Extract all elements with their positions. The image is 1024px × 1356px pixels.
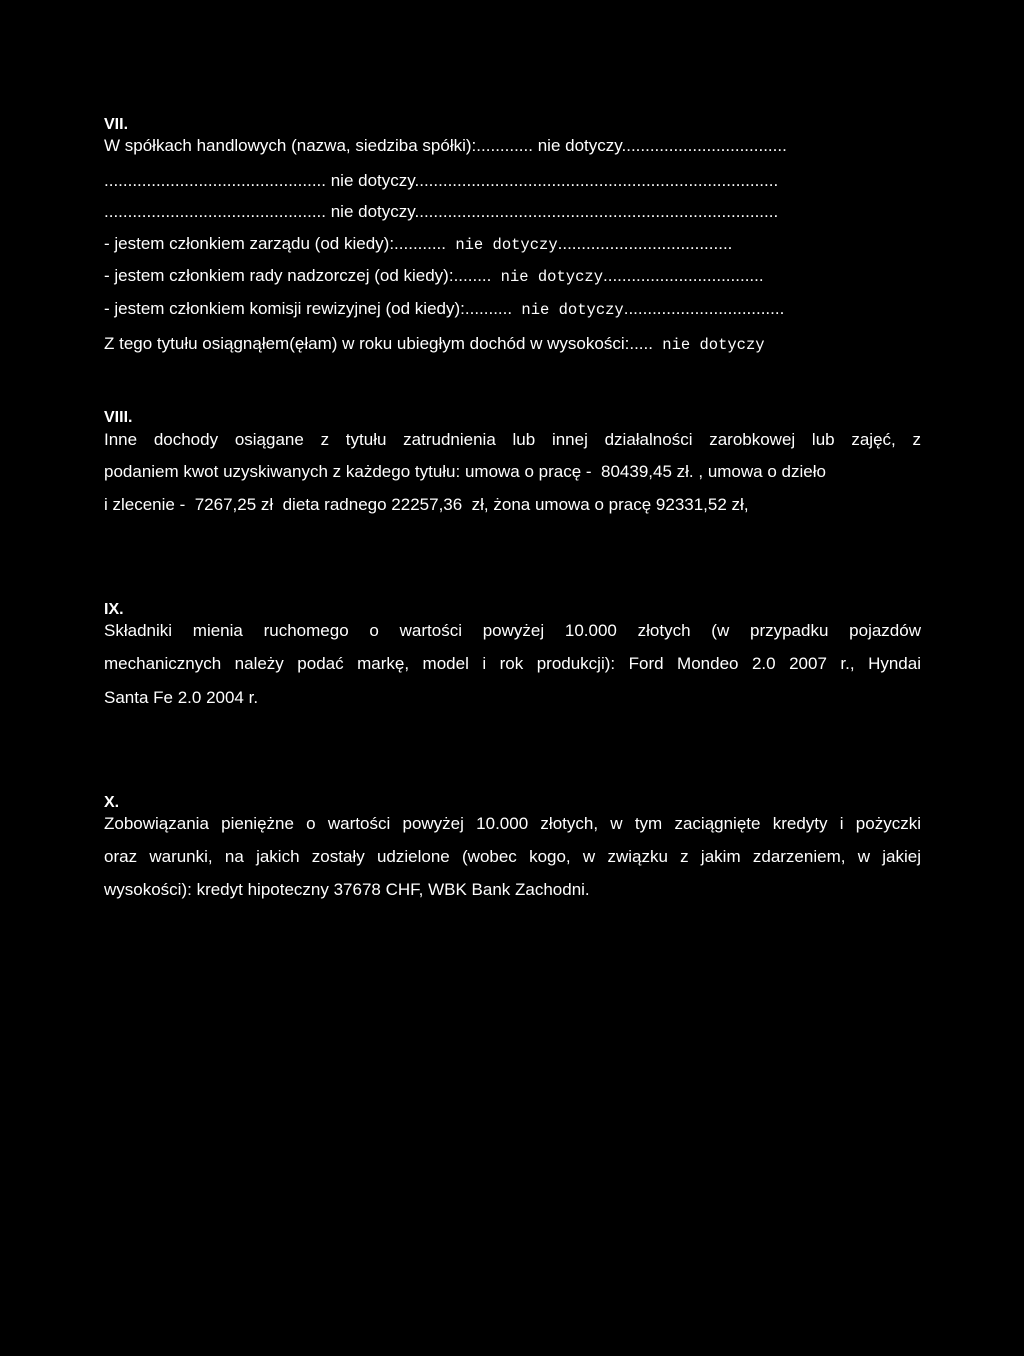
dots: ..................................... [557,234,733,253]
liabilities-line-2: oraz warunki, na jakich zostały udzielone (wobec kogo, w związku z jakim zdarzeniem, w jakiej [104,847,921,866]
supervisory-board-value: nie dotyczy [491,268,603,286]
companies-line-2 [104,171,778,191]
dots: .................................. [603,266,764,285]
companies-value: nie dotyczy [532,136,622,155]
board-member-line [104,234,732,255]
dots: ........... [394,234,447,253]
dots: ............................................................................. [414,202,779,221]
dots: ............................................................................. [414,171,779,190]
dots: ............ [476,136,533,155]
other-income-line-2: podaniem kwot uzyskiwanych z każdego tytułu: umowa o pracę - 80439,45 zł. , umowa o dzieło [104,462,826,481]
supervisory-board-label: - jestem członkiem rady nadzorczej (od kiedy): [104,266,454,285]
other-income-line-3: i zlecenie - 7267,25 zł dieta radnego 22257,36 zł, żona umowa o pracę 92331,52 zł, [104,495,749,514]
dots: .......... [464,299,513,318]
companies-line-3 [104,202,778,222]
income-line [104,334,765,355]
other-income-line-1: Inne dochody osiągane z tytułu zatrudnienia lub innej działalności zarobkowej lub zajęć, z [104,430,921,449]
dots: ..... [629,334,653,353]
companies-line [104,136,787,156]
dots: ............................................... [104,171,326,190]
income-value: nie dotyczy [652,336,765,354]
dots: .................................. [623,299,785,318]
audit-committee-label: - jestem członkiem komisji rewizyjnej (od kiedy): [104,299,465,318]
board-member-value: nie dotyczy [446,236,558,254]
audit-committee-value: nie dotyczy [512,301,624,319]
section-x-heading: X. [104,794,120,811]
companies-label: W spółkach handlowych (nazwa, siedziba spółki): [104,136,477,155]
audit-committee-line [104,299,784,320]
income-label: Z tego tytułu osiągnąłem(ęłam) w roku ubiegłym dochód w wysokości: [104,334,630,353]
companies-value-2: nie dotyczy [326,171,415,190]
liabilities-line-3: wysokości): kredyt hipoteczny 37678 CHF, WBK Bank Zachodni. [104,880,590,899]
dots: ........ [453,266,492,285]
movable-assets-line-1: Składniki mienia ruchomego o wartości powyżej 10.000 złotych (w przypadku pojazdów [104,621,921,640]
liabilities-line-1: Zobowiązania pieniężne o wartości powyżej 10.000 złotych, w tym zaciągnięte kredyty i pożyczki [104,814,921,833]
dots: ............................................... [104,202,326,221]
section-vii-heading: VII. [104,116,129,133]
section-ix-heading: IX. [104,601,124,618]
supervisory-board-line [104,266,764,287]
movable-assets-line-2: mechanicznych należy podać markę, model i rok produkcji): Ford Mondeo 2.0 2007 r., Hyndai [104,654,921,673]
section-viii-heading: VIII. [104,409,133,426]
dots: ................................... [621,136,787,155]
movable-assets-line-3: Santa Fe 2.0 2004 r. [104,688,259,707]
companies-value-3: nie dotyczy [326,202,415,221]
board-member-label: - jestem członkiem zarządu (od kiedy): [104,234,395,253]
